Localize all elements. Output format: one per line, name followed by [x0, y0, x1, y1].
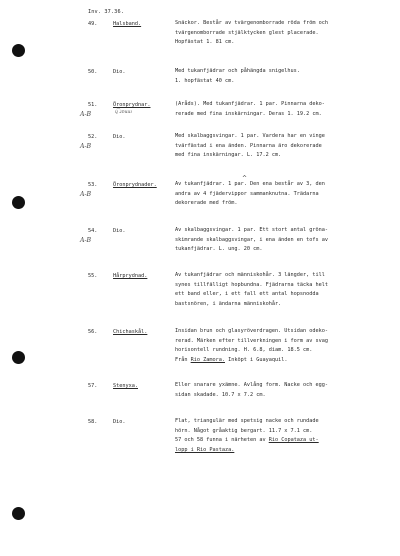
handwritten-mark: A-B	[80, 111, 92, 118]
description-line: tvärgenomborrade stjälktycken glest placerade.	[175, 29, 319, 36]
description-line: Hopfästat 1. 81 cm.	[175, 39, 235, 46]
entry-number: 54.	[88, 228, 98, 234]
entry-name: Dio.	[113, 419, 126, 425]
description-line: skimrande skalbaggsvingar, i ena änden en tofs av	[175, 236, 329, 243]
entry-description	[175, 132, 375, 161]
inventory-header: Inv. 37.36.	[88, 9, 125, 15]
description-line	[175, 436, 375, 446]
entry-description	[175, 67, 375, 87]
description-line: sidan skadade. 10.7 x 7.2 cm.	[175, 391, 266, 398]
text-fragment: 57 och 58 funna i närheten av	[175, 437, 269, 444]
underlined-place: Rio Zamora.	[190, 357, 225, 364]
place-name: Från	[175, 357, 191, 364]
description-line: dekorerade med fröm.	[175, 200, 238, 207]
entry-name: Chichaskål.	[113, 329, 148, 335]
entry-number: 55.	[88, 273, 98, 279]
description-line: 1. hopfästat 40 cm.	[175, 77, 235, 84]
entry-name: Öronprydnader.	[113, 182, 157, 188]
handwritten-caret: ^	[242, 175, 248, 182]
description-line: Flat, triangulär med spetsig nacke och rundade	[175, 417, 319, 424]
description-line: rerade med fina inskärningar. Deras 1. 19.2 cm.	[175, 110, 322, 117]
entry-number: 50.	[88, 69, 98, 75]
description-line: ett band eller, i ett fall ett antal hopsnodda	[175, 291, 319, 298]
description-line: Insidan brun och glasyröverdragen. Utsidan odeko-	[175, 327, 329, 334]
binder-hole-2	[12, 196, 25, 209]
binder-hole-3	[12, 351, 25, 364]
description-line: bastsnören, i ändarna människohår.	[175, 301, 282, 308]
entry-description	[175, 381, 375, 401]
description-line: Av tukanfjädrar. 1 par. Den ena består av 3, den	[175, 180, 325, 187]
underlined-place: lopp i Rio Pastaza.	[175, 447, 235, 454]
description-line: med fina inskärningar. L. 17.2 cm.	[175, 152, 282, 159]
description-line	[175, 446, 375, 456]
description-line: andra av 4 fjädervippor sammanknutna. Trädarna	[175, 190, 319, 197]
entry-name: Öronprydnar.	[113, 102, 151, 108]
handwritten-note: ɥ͡ ɹɐuuı	[115, 110, 132, 115]
entry-name: Hårprydnad.	[113, 273, 148, 279]
description-line: hörn. Något gråaktig bergart. 11.7 x 7.1 cm.	[175, 427, 313, 434]
entry-number: 57.	[88, 383, 98, 389]
description-line: Snäckor. Består av tvärgenomborrade röda fröm och	[175, 19, 329, 26]
entry-number: 53.	[88, 182, 98, 188]
description-line: tukanfjädrar. L. ung. 20 cm.	[175, 246, 263, 253]
entry-name: Dio.	[113, 228, 126, 234]
description-line: Med skalbaggsvingar. 1 par. Vardera har en vinge	[175, 132, 325, 139]
description-line	[175, 356, 375, 366]
place-note: Inköpt i Guayaquil.	[224, 357, 288, 364]
entry-description	[175, 226, 375, 255]
handwritten-mark: A-B	[80, 237, 92, 244]
entry-number: 51.	[88, 102, 98, 108]
entry-name: Stenyxa.	[113, 383, 138, 389]
entry-description	[175, 100, 375, 120]
description-line: Med tukanfjädrar och påhängda snigelhus.	[175, 67, 300, 74]
description-line: horisontell rundning. H. 6.8, diam. 18.5 cm.	[175, 347, 313, 354]
entry-description	[175, 19, 375, 48]
entry-description	[175, 180, 375, 209]
entry-number: 58.	[88, 419, 98, 425]
description-line: tvärfästad i ena änden. Pinnarna äro dekorerade	[175, 142, 322, 149]
binder-hole-1	[12, 44, 25, 57]
entry-name: Dio.	[113, 134, 126, 140]
handwritten-mark: A-B	[80, 143, 92, 150]
entry-number: 56.	[88, 329, 98, 335]
description-line: Av skalbaggsvingar. 1 par. Ett stort antal gröna-	[175, 226, 329, 233]
description-line: (Aråds). Med tukanfjädrar. 1 par. Pinnarna deko-	[175, 100, 325, 107]
description-line: Av tukanfjädrar och människohår. 3 längder, till	[175, 271, 325, 278]
description-line: synes tillfälligt hopbundna. Fjädrarna täcka helt	[175, 281, 329, 288]
handwritten-mark: A-B	[80, 191, 92, 198]
entry-number: 52.	[88, 134, 98, 140]
entry-name: Dio.	[113, 69, 126, 75]
entry-name: Halsband.	[113, 21, 142, 27]
entry-description	[175, 327, 375, 366]
description-line: Eller snarare yxämne. Avlång form. Nacke och egg-	[175, 381, 329, 388]
entry-number: 49.	[88, 21, 98, 27]
description-line: rerad. Märken efter tillverkningen i form av svag	[175, 337, 329, 344]
binder-hole-4	[12, 507, 25, 520]
entry-description	[175, 271, 375, 310]
entry-description	[175, 417, 375, 456]
underlined-place: Rio Copataza ut-	[268, 437, 319, 444]
